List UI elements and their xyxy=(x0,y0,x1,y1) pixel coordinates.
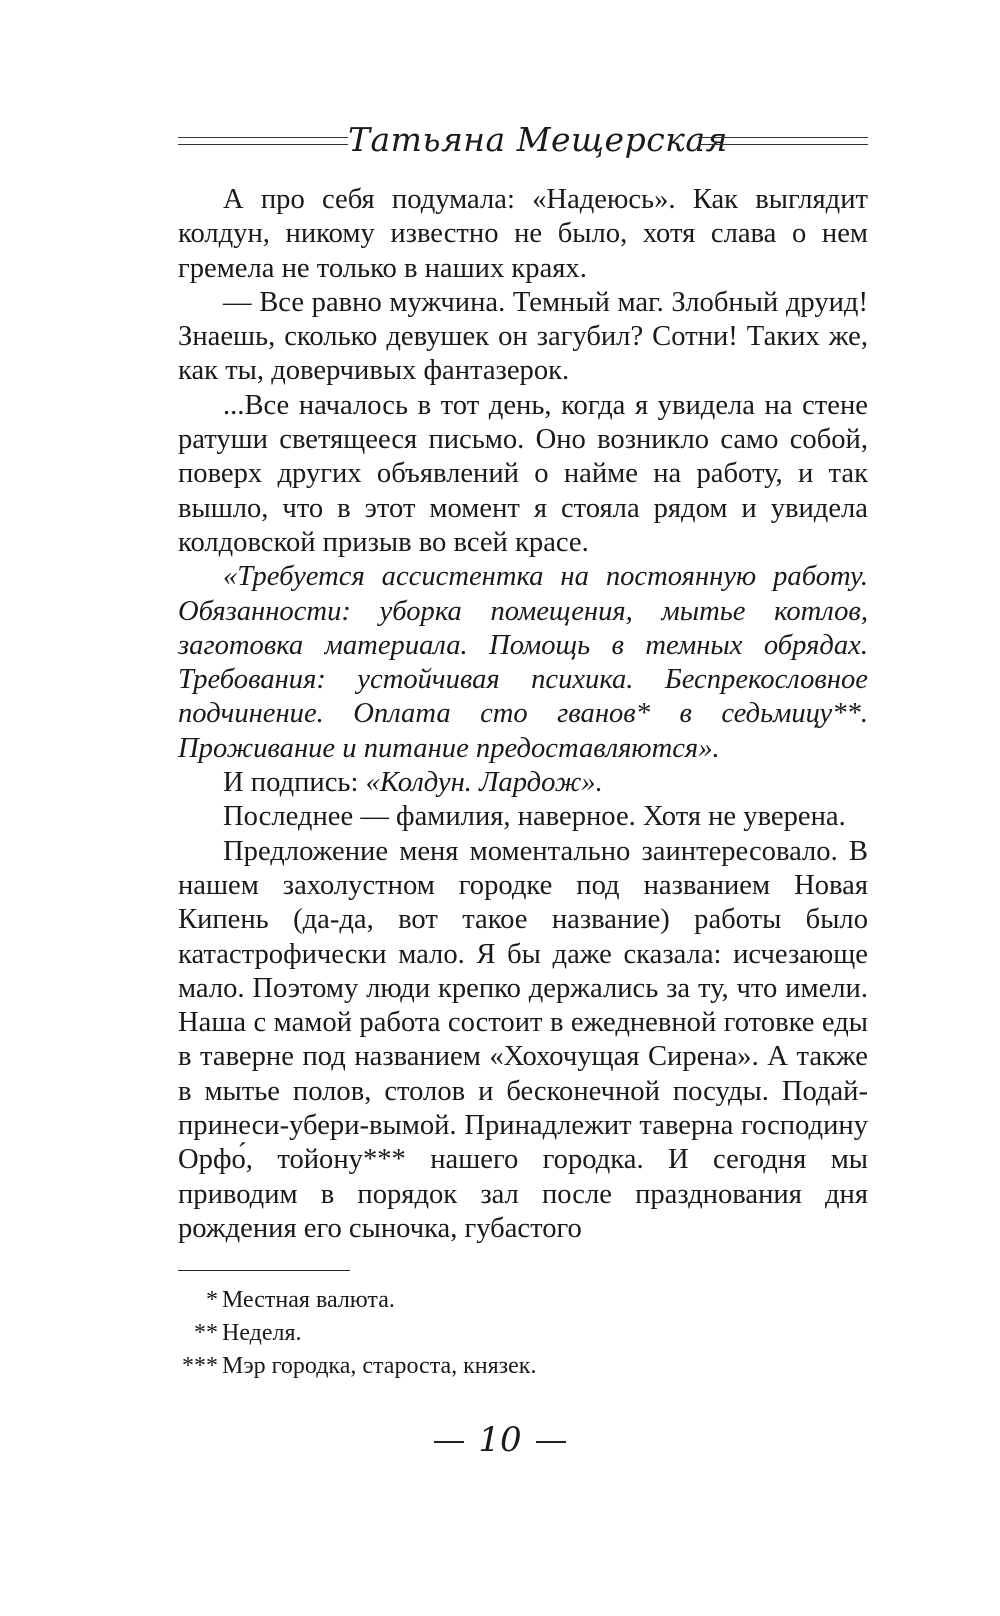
folio-dash-left xyxy=(434,1441,464,1443)
paragraph: ...Все началось в тот день, когда я увидела на стене ратуши светящееся письмо. Оно возникло само собой, поверх других объявлений о найме на работу, и так вышло, что в этот момент я стояла рядом и увидела колдовской призыв во всей красе. xyxy=(178,389,868,558)
footnote-mark: ** xyxy=(194,1320,218,1346)
paragraph: А про себя подумала: «Надеюсь». Как выглядит колдун, никому известно не было, хотя слава о нем гремела не только в наших краях. xyxy=(178,184,868,284)
page-number xyxy=(0,1410,1000,1470)
paragraph: Предложение меня моментально заинтересовало. В нашем захолустном городке под названием Новая Кипень (да-да, вот такое название) работы было катастрофически мало. Я бы даже сказала: исчезающе мало. Поэтому люди крепко держались за ту, что имели. Наша с мамой работа состоит в ежедневной готовке еды в таверне под названием «Хохочущая Сирена». А также в мытье полов, столов и бесконечной посуды. Подай-принеси-убери-вымой. Принадлежит таверна господину Орфо́, тойону*** нашего городка. И сегодня мы приводим в порядок зал после празднования дня рождения его сыночка, губастого xyxy=(178,835,868,1244)
signature-text: «Колдун. Лардож». xyxy=(365,767,603,799)
footnote-text: Мэр городка, староста, князек. xyxy=(222,1353,537,1379)
footnote-text: Неделя. xyxy=(222,1320,302,1346)
paragraph-signature xyxy=(178,766,868,800)
footnote xyxy=(178,1284,868,1317)
footnotes xyxy=(178,1284,868,1383)
main-text xyxy=(178,183,868,1246)
header-rule-right xyxy=(698,137,868,145)
signature-prefix: И подпись: xyxy=(223,767,366,799)
page-number-text: 10 xyxy=(478,1420,522,1460)
paragraph: Последнее — фамилия, наверное. Хотя не уверена. xyxy=(223,801,846,833)
footnote-text: Местная валюта. xyxy=(222,1287,395,1313)
quote-text: «Требуется ассистентка на постоянную работу. Обязанности: уборка помещения, мытье котлов, заготовка материала. Помощь в темных обрядах. Требования: устойчивая психика. Беспрекословное подчинение. Оплата сто гванов* в седьмицу**. Проживание и питание предоставляются». xyxy=(178,561,868,764)
footnote-mark: *** xyxy=(182,1353,218,1379)
paragraph: — Все равно мужчина. Темный маг. Злобный друид! Знаешь, сколько девушек он загубил? Сотни! Таких же, как ты, доверчивых фантазерок. xyxy=(178,286,868,387)
footnote xyxy=(178,1317,868,1350)
running-header xyxy=(178,110,868,170)
footnote xyxy=(178,1350,868,1383)
running-header-author: Татьяна Мещерская xyxy=(348,120,728,159)
footnote-rule xyxy=(178,1270,350,1271)
paragraph-italic-quote xyxy=(178,560,868,766)
footnote-mark: * xyxy=(206,1287,218,1313)
header-rule-left xyxy=(178,137,348,145)
folio-dash-right xyxy=(536,1441,566,1443)
